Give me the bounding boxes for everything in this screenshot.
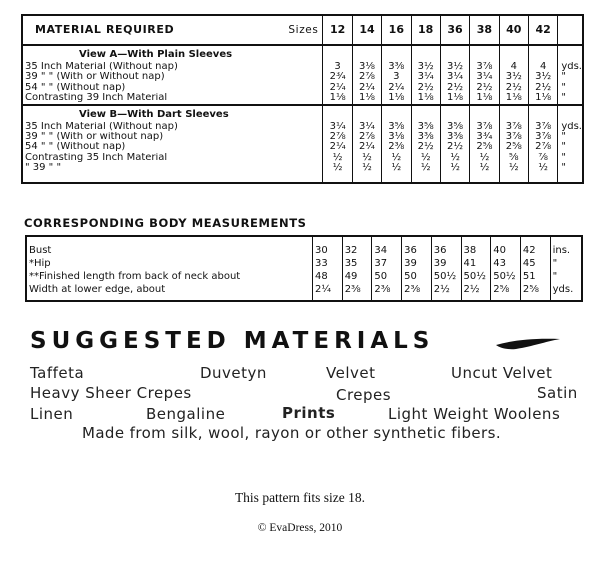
value-cell: 2½	[411, 83, 440, 93]
value-cell: 2⅞	[528, 142, 557, 152]
empty-cell	[440, 45, 469, 62]
value-cell: 3½	[411, 62, 440, 72]
size-header: 36	[440, 15, 469, 45]
value-cell: 2⅜	[382, 142, 411, 152]
value-cell: 1⅛	[470, 93, 499, 104]
value-cell: 2¼	[323, 142, 352, 152]
value-cell: 3¾	[470, 132, 499, 142]
value-cell: 3⅜	[411, 132, 440, 142]
fabric-item: Crepes	[336, 386, 392, 404]
value-cell: 48	[312, 270, 342, 283]
unit-cell: "	[558, 72, 583, 82]
empty-cell	[499, 174, 528, 183]
value-cell: 42	[520, 236, 550, 257]
value-cell: 3¼	[470, 72, 499, 82]
empty-cell	[411, 105, 440, 122]
value-cell: 45	[520, 257, 550, 270]
value-cell: 3½	[440, 62, 469, 72]
value-cell: 2½	[461, 283, 491, 301]
row-label: 39 " " (With or Without nap)	[25, 72, 165, 83]
value-cell: 1⅛	[499, 93, 528, 104]
value-cell: 2⅝	[491, 283, 521, 301]
unit-cell: "	[558, 153, 583, 163]
empty-cell	[352, 45, 381, 62]
value-cell: ½	[323, 163, 352, 173]
table-row	[22, 122, 583, 132]
table-row	[22, 163, 583, 173]
value-cell: 2¼	[352, 142, 381, 152]
value-cell: 3⅞	[470, 122, 499, 132]
size-header: 16	[382, 15, 411, 45]
size-header: 14	[352, 15, 381, 45]
value-cell: ½	[499, 163, 528, 173]
value-cell: 3½	[499, 72, 528, 82]
fabric-item: Bengaline	[146, 405, 226, 423]
row-label: 35 Inch Material (Without nap)	[25, 62, 178, 72]
fabric-item: Velvet	[326, 364, 376, 382]
value-cell: 51	[520, 270, 550, 283]
value-cell: 34	[372, 236, 402, 257]
value-cell: ½	[440, 163, 469, 173]
value-cell: 50½	[461, 270, 491, 283]
suggested-materials-title: SUGGESTED MATERIALS	[30, 328, 435, 354]
value-cell: 39	[431, 257, 461, 270]
value-cell: 1⅛	[352, 93, 381, 104]
value-cell: 2¼	[352, 83, 381, 93]
value-cell: 2½	[440, 142, 469, 152]
unit-cell: yds.	[558, 122, 583, 132]
fabric-item: Uncut Velvet	[451, 364, 553, 382]
table-row	[22, 132, 583, 142]
value-cell: ½	[382, 163, 411, 173]
value-cell: ½	[382, 153, 411, 163]
empty-cell	[470, 45, 499, 62]
empty-cell	[470, 174, 499, 183]
value-cell: 40	[491, 236, 521, 257]
value-cell: 43	[491, 257, 521, 270]
value-cell: 1⅛	[382, 93, 411, 104]
view-title-row	[22, 105, 583, 122]
view-title: View A—With Plain Sleeves	[79, 49, 233, 60]
value-cell: 1⅛	[323, 93, 352, 104]
value-cell: 38	[461, 236, 491, 257]
table-row	[22, 142, 583, 152]
view-title-row	[22, 45, 583, 62]
unit-cell: "	[550, 257, 582, 270]
value-cell: 3⅛	[382, 132, 411, 142]
value-cell: 2⅝	[470, 142, 499, 152]
value-cell: ½	[440, 153, 469, 163]
value-cell: 3¼	[440, 72, 469, 82]
value-cell: ½	[323, 153, 352, 163]
value-cell: 1⅛	[440, 93, 469, 104]
row-label: 54 " " (Without nap)	[25, 82, 126, 93]
value-cell: 4	[499, 62, 528, 72]
empty-cell	[558, 105, 583, 122]
empty-cell	[352, 105, 381, 122]
view-title: View B—With Dart Sleeves	[79, 108, 229, 120]
fabric-item: Prints	[282, 404, 336, 422]
body-measurements-table	[25, 235, 583, 302]
value-cell: 3	[382, 72, 411, 82]
value-cell: 2½	[528, 83, 557, 93]
value-cell: 3	[323, 62, 352, 72]
size-header: 38	[470, 15, 499, 45]
value-cell: 3¼	[411, 72, 440, 82]
value-cell: 1⅛	[528, 93, 557, 104]
header-row	[22, 15, 583, 45]
empty-cell	[528, 174, 557, 183]
empty-cell	[440, 174, 469, 183]
value-cell: ⅝	[499, 153, 528, 163]
empty-cell	[411, 174, 440, 183]
row-label: Contrasting 39 Inch Material	[22, 93, 323, 104]
empty-cell	[558, 45, 583, 62]
material-required-table	[21, 14, 584, 184]
value-cell: 33	[312, 257, 342, 270]
sizes-label: Sizes	[288, 23, 319, 36]
value-cell: 2⅜	[372, 283, 402, 301]
value-cell: 2⅜	[402, 283, 432, 301]
value-cell: 37	[372, 257, 402, 270]
value-cell: 32	[342, 236, 372, 257]
fabric-item: Satin	[537, 384, 578, 402]
table-row	[22, 72, 583, 82]
value-cell: 39	[402, 257, 432, 270]
value-cell: ½	[528, 163, 557, 173]
value-cell: ½	[470, 163, 499, 173]
value-cell: 2⅝	[499, 142, 528, 152]
value-cell: 3⅜	[440, 132, 469, 142]
material-required-heading: MATERIAL REQUIRED	[35, 22, 175, 36]
value-cell: 3⅞	[528, 122, 557, 132]
value-cell: 35	[342, 257, 372, 270]
unit-cell: "	[558, 163, 583, 173]
body-measurements-heading: CORRESPONDING BODY MEASUREMENTS	[24, 216, 307, 230]
swash-ornament-icon	[494, 336, 564, 352]
row-label: 35 Inch Material (Without nap)	[25, 121, 178, 132]
value-cell: 50	[372, 270, 402, 283]
unit-cell: yds.	[550, 283, 582, 301]
row-label: " 39 " "	[25, 163, 62, 174]
empty-cell	[323, 45, 352, 62]
value-cell: 2½	[499, 83, 528, 93]
value-cell: 2¼	[323, 83, 352, 93]
value-cell: 3¼	[352, 122, 381, 132]
value-cell: ½	[411, 153, 440, 163]
value-cell: 3⅞	[499, 122, 528, 132]
row-label: *Hip	[29, 258, 51, 269]
value-cell: 3⅛	[352, 62, 381, 72]
value-cell: 2⅞	[352, 132, 381, 142]
table-row	[22, 153, 583, 163]
empty-cell	[382, 45, 411, 62]
unit-cell: ins.	[550, 236, 582, 257]
unit-cell: "	[558, 93, 583, 104]
row-label: Width at lower edge, about	[29, 284, 166, 295]
table-row	[22, 83, 583, 93]
value-cell: 50	[402, 270, 432, 283]
fabric-item: Taffeta	[30, 364, 85, 382]
value-cell: 41	[461, 257, 491, 270]
size-header: 40	[499, 15, 528, 45]
fabric-item: Linen	[30, 405, 74, 423]
value-cell: 3⅝	[440, 122, 469, 132]
value-cell: 3¼	[323, 122, 352, 132]
value-cell: 2¼	[312, 283, 342, 301]
value-cell: 2⅝	[520, 283, 550, 301]
row-label: Contrasting 35 Inch Material	[25, 152, 168, 163]
value-cell: 2¼	[382, 83, 411, 93]
empty-cell	[22, 174, 323, 183]
table-row	[26, 257, 582, 270]
value-cell: ½	[352, 163, 381, 173]
table-row	[22, 93, 583, 104]
value-cell: 3⅞	[528, 132, 557, 142]
value-cell: ½	[470, 153, 499, 163]
empty-cell	[352, 174, 381, 183]
value-cell: 36	[431, 236, 461, 257]
empty-cell	[323, 174, 352, 183]
empty-cell	[440, 105, 469, 122]
value-cell: 3⅜	[382, 62, 411, 72]
value-cell: 1⅛	[411, 93, 440, 104]
empty-cell	[558, 174, 583, 183]
value-cell: 3⅝	[411, 122, 440, 132]
value-cell: ½	[411, 163, 440, 173]
value-cell: 2¾	[323, 72, 352, 82]
unit-cell: "	[550, 270, 582, 283]
value-cell: 3⅞	[470, 62, 499, 72]
value-cell: 2½	[440, 83, 469, 93]
value-cell: 3½	[528, 72, 557, 82]
empty-cell	[528, 105, 557, 122]
empty-cell	[382, 174, 411, 183]
empty-cell	[528, 45, 557, 62]
unit-cell: "	[558, 83, 583, 93]
fit-caption: This pattern fits size 18.	[234, 490, 366, 505]
row-label: 39 " " (With or without nap)	[25, 132, 164, 143]
value-cell: ⅞	[528, 153, 557, 163]
unit-header	[558, 15, 583, 45]
empty-cell	[470, 105, 499, 122]
table-row	[22, 62, 583, 72]
unit-cell: "	[558, 132, 583, 142]
empty-cell	[323, 105, 352, 122]
empty-cell	[499, 105, 528, 122]
fabric-item: Duvetyn	[200, 364, 267, 382]
size-header: 18	[411, 15, 440, 45]
value-cell: 2⅞	[323, 132, 352, 142]
value-cell: 30	[312, 236, 342, 257]
value-cell: 2⅞	[352, 72, 381, 82]
size-header: 12	[323, 15, 352, 45]
row-label: 54 " " (Without nap)	[25, 142, 126, 153]
empty-cell	[499, 45, 528, 62]
size-header: 42	[528, 15, 557, 45]
value-cell: 3⅝	[382, 122, 411, 132]
value-cell: 50½	[431, 270, 461, 283]
value-cell: ½	[352, 153, 381, 163]
value-cell: 2⅜	[342, 283, 372, 301]
empty-cell	[382, 105, 411, 122]
row-label: Bust	[29, 245, 52, 256]
value-cell: 2½	[431, 283, 461, 301]
value-cell: 3⅞	[499, 132, 528, 142]
table-row	[26, 236, 582, 257]
empty-cell	[411, 45, 440, 62]
header-cell	[22, 15, 323, 45]
padding-row	[22, 174, 583, 183]
value-cell: 36	[402, 236, 432, 257]
value-cell: 2½	[470, 83, 499, 93]
table-row	[26, 270, 582, 283]
row-label: **Finished length from back of neck about	[29, 271, 241, 282]
unit-cell: yds.	[558, 62, 583, 72]
value-cell: 50½	[491, 270, 521, 283]
unit-cell: "	[558, 142, 583, 152]
value-cell: 2½	[411, 142, 440, 152]
fabric-item: Light Weight Woolens	[388, 405, 561, 423]
fabric-item: Heavy Sheer Crepes	[30, 384, 192, 402]
copyright-line: © EvaDress, 2010	[257, 522, 343, 534]
value-cell: 49	[342, 270, 372, 283]
fiber-note: Made from silk, wool, rayon or other synthetic fibers.	[82, 424, 501, 442]
table-row	[26, 283, 582, 301]
value-cell: 4	[528, 62, 557, 72]
